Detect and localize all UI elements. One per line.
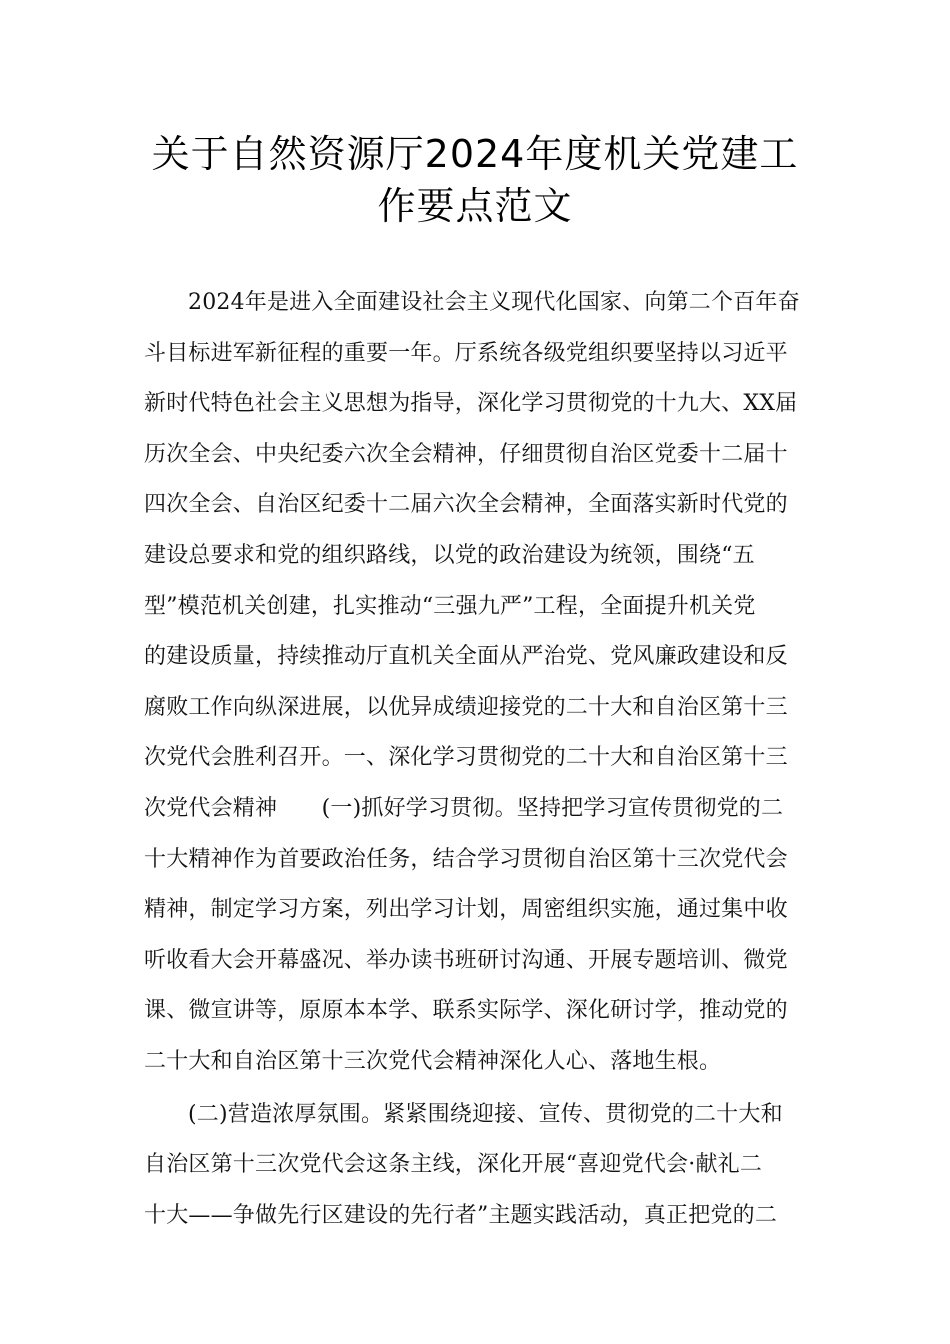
paragraph-line: 型”模范机关创建，扎实推动“三强九严”工程，全面提升机关党	[144, 593, 756, 619]
paragraph-line: 次党代会精神 (一)抓好学习贯彻。坚持把学习宣传贯彻党的二	[144, 795, 784, 821]
paragraph-2	[144, 1090, 808, 1242]
paragraph-line: 听收看大会开幕盛况、举办读书班研讨沟通、开展专题培训、微党	[144, 947, 788, 973]
paragraph-line: 斗目标进军新征程的重要一年。厅系统各级党组织要坚持以习近平	[144, 340, 788, 366]
paragraph-line: 四次全会、自治区纪委十二届六次全会精神，全面落实新时代党的	[144, 492, 788, 518]
paragraph-line: 次党代会胜利召开。一、深化学习贯彻党的二十大和自治区第十三	[144, 745, 788, 771]
paragraph-line: (二)营造浓厚氛围。紧紧围绕迎接、宣传、贯彻党的二十大和	[188, 1101, 783, 1127]
paragraph-line: 十大——争做先行区建设的先行者”主题实践活动，真正把党的二	[144, 1202, 778, 1228]
paragraph-line: 精神，制定学习方案，列出学习计划，周密组织实施，通过集中收	[144, 897, 788, 923]
document-body	[144, 278, 808, 1241]
paragraph-line: 自治区第十三次党代会这条主线，深化开展“喜迎党代会·献礼二	[144, 1152, 763, 1178]
title-line-2: 作要点范文	[377, 184, 573, 228]
paragraph-line: 新时代特色社会主义思想为指导，深化学习贯彻党的十九大、XX届	[144, 391, 798, 417]
paragraph-line: 十大精神作为首要政治任务，结合学习贯彻自治区第十三次党代会	[144, 846, 788, 872]
paragraph-line: 建设总要求和党的组织路线，以党的政治建设为统领，围绕“五	[144, 542, 755, 568]
paragraph-line: 二十大和自治区第十三次党代会精神深化人心、落地生根。	[144, 1048, 722, 1074]
paragraph-1	[144, 278, 808, 1088]
paragraph-line: 历次全会、中央纪委六次全会精神，仔细贯彻自治区党委十二届十	[144, 441, 788, 467]
paragraph-line: 课、微宣讲等，原原本本学、联系实际学、深化研讨学，推动党的	[144, 998, 788, 1024]
document-title	[120, 128, 830, 232]
paragraph-line: 腐败工作向纵深进展，以优异成绩迎接党的二十大和自治区第十三	[144, 694, 788, 720]
paragraph-line: 2024年是进入全面建设社会主义现代化国家、向第二个百年奋	[188, 290, 800, 315]
title-line-1: 关于自然资源厅2024年度机关党建工	[151, 132, 799, 176]
paragraph-line: 的建设质量，持续推动厅直机关全面从严治党、党风廉政建设和反	[144, 644, 788, 670]
